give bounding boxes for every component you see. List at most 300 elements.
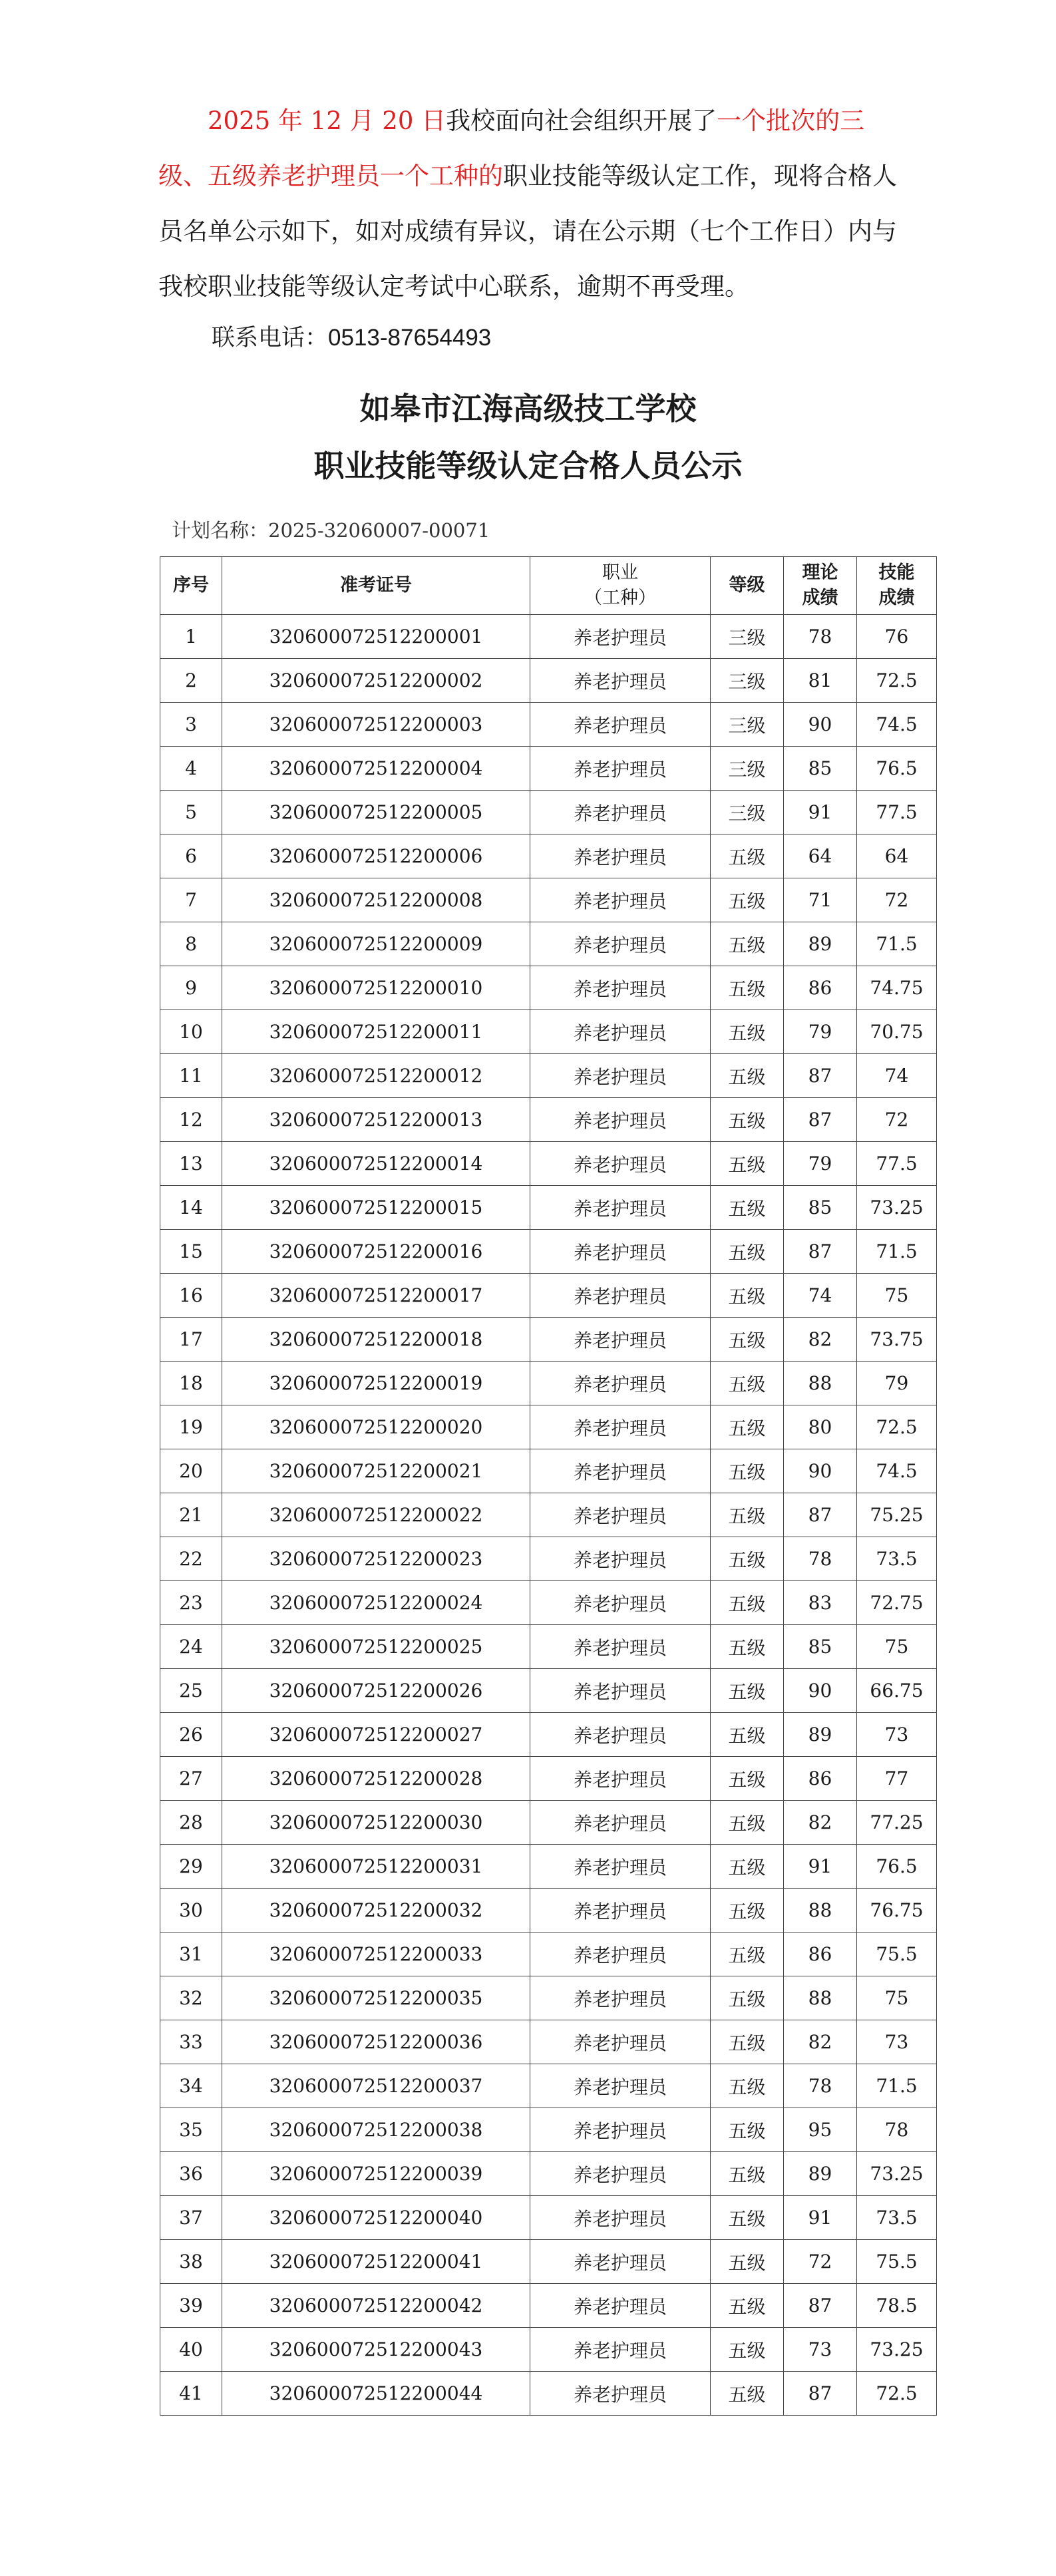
cell-level: 五级	[711, 2372, 784, 2416]
cell-job: 养老护理员	[530, 1449, 711, 1493]
cell-skill: 75	[857, 1625, 937, 1669]
cell-ticket: 320600072512200033	[222, 1932, 530, 1976]
cell-ticket: 320600072512200015	[222, 1186, 530, 1230]
school-title: 如皋市江海高级技工学校	[359, 391, 697, 427]
table-row	[160, 1889, 937, 1932]
cell-theory: 90	[784, 1669, 857, 1713]
cell-theory: 87	[784, 1054, 857, 1098]
table-row	[160, 2152, 937, 2196]
cell-job: 养老护理员	[530, 1010, 711, 1054]
cell-ticket: 320600072512200038	[222, 2108, 530, 2152]
cell-theory: 89	[784, 922, 857, 966]
cell-ticket: 320600072512200035	[222, 1976, 530, 2020]
notice-title: 职业技能等级认定合格人员公示	[313, 448, 743, 484]
cell-skill: 73.25	[857, 2328, 937, 2372]
cell-skill: 77.25	[857, 1801, 937, 1845]
cell-level: 三级	[711, 791, 784, 834]
cell-theory: 79	[784, 1010, 857, 1054]
plan-name	[172, 516, 490, 543]
header-ticket: 准考证号	[222, 557, 530, 615]
cell-theory: 87	[784, 1098, 857, 1142]
table-row	[160, 2064, 937, 2108]
cell-seq: 21	[160, 1493, 222, 1537]
cell-skill: 73.25	[857, 2152, 937, 2196]
cell-seq: 38	[160, 2240, 222, 2284]
cell-theory: 74	[784, 1274, 857, 1318]
cell-ticket: 320600072512200005	[222, 791, 530, 834]
cell-skill: 77.5	[857, 791, 937, 834]
cell-skill: 71.5	[857, 1230, 937, 1274]
cell-ticket: 320600072512200043	[222, 2328, 530, 2372]
cell-skill: 75	[857, 1274, 937, 1318]
table-row	[160, 1318, 937, 1362]
table-row	[160, 1976, 937, 2020]
cell-theory: 88	[784, 1362, 857, 1405]
table-row	[160, 922, 937, 966]
cell-level: 三级	[711, 747, 784, 791]
cell-theory: 82	[784, 2020, 857, 2064]
cell-job: 养老护理员	[530, 791, 711, 834]
cell-skill: 79	[857, 1362, 937, 1405]
cell-level: 五级	[711, 2196, 784, 2240]
cell-level: 五级	[711, 1142, 784, 1186]
cell-ticket: 320600072512200025	[222, 1625, 530, 1669]
cell-ticket: 320600072512200009	[222, 922, 530, 966]
cell-skill: 78	[857, 2108, 937, 2152]
table-row	[160, 1757, 937, 1801]
cell-seq: 23	[160, 1581, 222, 1625]
cell-seq: 25	[160, 1669, 222, 1713]
cell-seq: 17	[160, 1318, 222, 1362]
cell-job: 养老护理员	[530, 1889, 711, 1932]
cell-ticket: 320600072512200016	[222, 1230, 530, 1274]
cell-theory: 78	[784, 1537, 857, 1581]
cell-skill: 77.5	[857, 1142, 937, 1186]
cell-seq: 29	[160, 1845, 222, 1889]
cell-job: 养老护理员	[530, 1186, 711, 1230]
cell-ticket: 320600072512200014	[222, 1142, 530, 1186]
table-row	[160, 1362, 937, 1405]
notice-text-1: 我校面向社会组织开展了	[446, 106, 717, 135]
cell-theory: 72	[784, 2240, 857, 2284]
cell-level: 五级	[711, 2020, 784, 2064]
cell-ticket: 320600072512200030	[222, 1801, 530, 1845]
cell-skill: 73.5	[857, 2196, 937, 2240]
table-row	[160, 2240, 937, 2284]
table-row	[160, 1581, 937, 1625]
cell-level: 五级	[711, 2064, 784, 2108]
cell-seq: 40	[160, 2328, 222, 2372]
cell-job: 养老护理员	[530, 834, 711, 878]
cell-seq: 4	[160, 747, 222, 791]
cell-seq: 22	[160, 1537, 222, 1581]
cell-theory: 87	[784, 1493, 857, 1537]
cell-level: 五级	[711, 966, 784, 1010]
cell-level: 三级	[711, 615, 784, 659]
cell-theory: 82	[784, 1318, 857, 1362]
contact-phone	[212, 319, 491, 353]
cell-seq: 9	[160, 966, 222, 1010]
cell-ticket: 320600072512200032	[222, 1889, 530, 1932]
cell-level: 五级	[711, 834, 784, 878]
cell-seq: 13	[160, 1142, 222, 1186]
cell-skill: 72	[857, 878, 937, 922]
cell-ticket: 320600072512200019	[222, 1362, 530, 1405]
cell-seq: 7	[160, 878, 222, 922]
cell-skill: 70.75	[857, 1010, 937, 1054]
cell-theory: 85	[784, 1186, 857, 1230]
cell-ticket: 320600072512200024	[222, 1581, 530, 1625]
cell-job: 养老护理员	[530, 659, 711, 703]
cell-level: 五级	[711, 1845, 784, 1889]
cell-ticket: 320600072512200044	[222, 2372, 530, 2416]
cell-seq: 41	[160, 2372, 222, 2416]
cell-ticket: 320600072512200039	[222, 2152, 530, 2196]
cell-theory: 87	[784, 2372, 857, 2416]
cell-theory: 87	[784, 1230, 857, 1274]
table-row	[160, 878, 937, 922]
cell-theory: 86	[784, 1757, 857, 1801]
cell-skill: 73.5	[857, 1537, 937, 1581]
cell-seq: 24	[160, 1625, 222, 1669]
cell-job: 养老护理员	[530, 1976, 711, 2020]
cell-theory: 81	[784, 659, 857, 703]
cell-seq: 10	[160, 1010, 222, 1054]
cell-job: 养老护理员	[530, 1932, 711, 1976]
cell-skill: 74.75	[857, 966, 937, 1010]
cell-level: 五级	[711, 1010, 784, 1054]
cell-ticket: 320600072512200042	[222, 2284, 530, 2328]
cell-seq: 30	[160, 1889, 222, 1932]
cell-skill: 77	[857, 1757, 937, 1801]
notice-paragraph	[158, 93, 910, 314]
cell-job: 养老护理员	[530, 966, 711, 1010]
cell-level: 五级	[711, 922, 784, 966]
table-row	[160, 1537, 937, 1581]
cell-level: 五级	[711, 1405, 784, 1449]
cell-level: 五级	[711, 1274, 784, 1318]
cell-seq: 27	[160, 1757, 222, 1801]
cell-ticket: 320600072512200013	[222, 1098, 530, 1142]
cell-level: 五级	[711, 2284, 784, 2328]
cell-level: 五级	[711, 1625, 784, 1669]
cell-skill: 75	[857, 1976, 937, 2020]
cell-job: 养老护理员	[530, 1098, 711, 1142]
table-row	[160, 1801, 937, 1845]
table-row	[160, 1010, 937, 1054]
cell-job: 养老护理员	[530, 2284, 711, 2328]
cell-job: 养老护理员	[530, 2064, 711, 2108]
cell-theory: 71	[784, 878, 857, 922]
cell-skill: 64	[857, 834, 937, 878]
cell-seq: 3	[160, 703, 222, 747]
cell-seq: 6	[160, 834, 222, 878]
header-skill-line1: 技能	[878, 562, 915, 583]
cell-ticket: 320600072512200041	[222, 2240, 530, 2284]
cell-level: 五级	[711, 1362, 784, 1405]
cell-skill: 73	[857, 2020, 937, 2064]
cell-theory: 73	[784, 2328, 857, 2372]
cell-job: 养老护理员	[530, 2108, 711, 2152]
table-header-row	[160, 557, 937, 615]
notice-text-2: 职业技能等级认定工作，现将合格人员名单公示如下，如对成绩有异议，请在公示期（七个工作日）内与我校职业技能等级认定考试中心联系，逾期不再受理。	[158, 162, 897, 301]
cell-job: 养老护理员	[530, 1757, 711, 1801]
table-row	[160, 2020, 937, 2064]
cell-seq: 32	[160, 1976, 222, 2020]
table-row	[160, 1274, 937, 1318]
cell-skill: 78.5	[857, 2284, 937, 2328]
cell-level: 五级	[711, 1449, 784, 1493]
cell-skill: 76	[857, 615, 937, 659]
cell-level: 五级	[711, 1537, 784, 1581]
cell-job: 养老护理员	[530, 2240, 711, 2284]
cell-level: 五级	[711, 1318, 784, 1362]
cell-seq: 14	[160, 1186, 222, 1230]
cell-theory: 88	[784, 1889, 857, 1932]
cell-theory: 90	[784, 1449, 857, 1493]
cell-ticket: 320600072512200028	[222, 1757, 530, 1801]
cell-level: 五级	[711, 1186, 784, 1230]
table-row	[160, 747, 937, 791]
cell-seq: 35	[160, 2108, 222, 2152]
table-row	[160, 2372, 937, 2416]
phone-number: 0513-87654493	[328, 325, 492, 351]
cell-level: 五级	[711, 1889, 784, 1932]
table-row	[160, 1625, 937, 1669]
cell-job: 养老护理员	[530, 1493, 711, 1537]
cell-ticket: 320600072512200020	[222, 1405, 530, 1449]
notice-batch: 一个批次的三级、五级养老护理员一个工种的	[158, 106, 865, 190]
cell-theory: 95	[784, 2108, 857, 2152]
header-skill-line2: 成绩	[878, 588, 915, 608]
table-row	[160, 1054, 937, 1098]
header-theory	[784, 557, 857, 615]
cell-job: 养老护理员	[530, 2020, 711, 2064]
cell-ticket: 320600072512200026	[222, 1669, 530, 1713]
cell-theory: 87	[784, 2284, 857, 2328]
cell-seq: 34	[160, 2064, 222, 2108]
cell-job: 养老护理员	[530, 1142, 711, 1186]
cell-job: 养老护理员	[530, 747, 711, 791]
cell-level: 五级	[711, 1230, 784, 1274]
cell-job: 养老护理员	[530, 1405, 711, 1449]
cell-theory: 91	[784, 791, 857, 834]
cell-seq: 28	[160, 1801, 222, 1845]
cell-ticket: 320600072512200018	[222, 1318, 530, 1362]
cell-theory: 89	[784, 2152, 857, 2196]
cell-ticket: 320600072512200040	[222, 2196, 530, 2240]
cell-skill: 71.5	[857, 922, 937, 966]
cell-theory: 88	[784, 1976, 857, 2020]
cell-job: 养老护理员	[530, 1230, 711, 1274]
cell-level: 五级	[711, 1932, 784, 1976]
cell-job: 养老护理员	[530, 1274, 711, 1318]
table-row	[160, 2196, 937, 2240]
cell-theory: 82	[784, 1801, 857, 1845]
cell-level: 五级	[711, 1098, 784, 1142]
cell-theory: 86	[784, 1932, 857, 1976]
table-row	[160, 1230, 937, 1274]
cell-skill: 74.5	[857, 1449, 937, 1493]
cell-theory: 91	[784, 1845, 857, 1889]
table-row	[160, 659, 937, 703]
cell-ticket: 320600072512200027	[222, 1713, 530, 1757]
cell-seq: 37	[160, 2196, 222, 2240]
cell-skill: 73	[857, 1713, 937, 1757]
cell-seq: 39	[160, 2284, 222, 2328]
cell-level: 五级	[711, 2152, 784, 2196]
cell-job: 养老护理员	[530, 1581, 711, 1625]
table-row	[160, 834, 937, 878]
cell-skill: 71.5	[857, 2064, 937, 2108]
cell-skill: 75.5	[857, 1932, 937, 1976]
table-row	[160, 1845, 937, 1889]
cell-job: 养老护理员	[530, 1801, 711, 1845]
cell-theory: 90	[784, 703, 857, 747]
cell-ticket: 320600072512200021	[222, 1449, 530, 1493]
cell-ticket: 320600072512200002	[222, 659, 530, 703]
cell-skill: 73.75	[857, 1318, 937, 1362]
cell-skill: 74.5	[857, 703, 937, 747]
cell-skill: 72.5	[857, 1405, 937, 1449]
header-skill	[857, 557, 937, 615]
cell-seq: 8	[160, 922, 222, 966]
cell-ticket: 320600072512200031	[222, 1845, 530, 1889]
cell-ticket: 320600072512200010	[222, 966, 530, 1010]
header-job-line1: 职业	[602, 562, 638, 583]
cell-ticket: 320600072512200037	[222, 2064, 530, 2108]
cell-seq: 11	[160, 1054, 222, 1098]
cell-ticket: 320600072512200011	[222, 1010, 530, 1054]
cell-job: 养老护理员	[530, 1669, 711, 1713]
cell-level: 五级	[711, 1976, 784, 2020]
table-row	[160, 1405, 937, 1449]
cell-job: 养老护理员	[530, 2152, 711, 2196]
cell-job: 养老护理员	[530, 1054, 711, 1098]
cell-seq: 12	[160, 1098, 222, 1142]
cell-ticket: 320600072512200008	[222, 878, 530, 922]
cell-skill: 76.5	[857, 1845, 937, 1889]
cell-job: 养老护理员	[530, 2196, 711, 2240]
cell-seq: 20	[160, 1449, 222, 1493]
cell-job: 养老护理员	[530, 703, 711, 747]
table-row	[160, 2108, 937, 2152]
table-row	[160, 2328, 937, 2372]
cell-skill: 75.25	[857, 1493, 937, 1537]
cell-skill: 73.25	[857, 1186, 937, 1230]
cell-seq: 19	[160, 1405, 222, 1449]
header-job	[530, 557, 711, 615]
cell-level: 五级	[711, 1054, 784, 1098]
cell-skill: 74	[857, 1054, 937, 1098]
table-row	[160, 1142, 937, 1186]
cell-theory: 78	[784, 2064, 857, 2108]
cell-seq: 26	[160, 1713, 222, 1757]
cell-level: 五级	[711, 1713, 784, 1757]
cell-job: 养老护理员	[530, 1537, 711, 1581]
results-table	[160, 556, 937, 2416]
table-row	[160, 2284, 937, 2328]
cell-level: 五级	[711, 878, 784, 922]
cell-level: 三级	[711, 659, 784, 703]
cell-job: 养老护理员	[530, 1625, 711, 1669]
phone-label: 联系电话：	[212, 325, 329, 351]
cell-ticket: 320600072512200003	[222, 703, 530, 747]
header-theory-line1: 理论	[802, 562, 838, 583]
cell-theory: 85	[784, 1625, 857, 1669]
plan-label: 计划名称：	[172, 519, 269, 542]
cell-level: 五级	[711, 1581, 784, 1625]
table-row	[160, 1713, 937, 1757]
cell-level: 五级	[711, 1757, 784, 1801]
header-theory-line2: 成绩	[802, 588, 838, 608]
cell-theory: 80	[784, 1405, 857, 1449]
cell-theory: 86	[784, 966, 857, 1010]
cell-seq: 1	[160, 615, 222, 659]
cell-seq: 5	[160, 791, 222, 834]
table-row	[160, 966, 937, 1010]
cell-theory: 89	[784, 1713, 857, 1757]
cell-job: 养老护理员	[530, 1318, 711, 1362]
cell-theory: 78	[784, 615, 857, 659]
cell-skill: 76.5	[857, 747, 937, 791]
cell-level: 五级	[711, 1801, 784, 1845]
cell-job: 养老护理员	[530, 1362, 711, 1405]
cell-skill: 66.75	[857, 1669, 937, 1713]
cell-ticket: 320600072512200012	[222, 1054, 530, 1098]
table-row	[160, 791, 937, 834]
cell-skill: 75.5	[857, 2240, 937, 2284]
cell-seq: 36	[160, 2152, 222, 2196]
cell-theory: 79	[784, 1142, 857, 1186]
cell-job: 养老护理员	[530, 1845, 711, 1889]
header-seq: 序号	[160, 557, 222, 615]
cell-job: 养老护理员	[530, 922, 711, 966]
table-row	[160, 1098, 937, 1142]
cell-theory: 64	[784, 834, 857, 878]
cell-job: 养老护理员	[530, 1713, 711, 1757]
table-row	[160, 1669, 937, 1713]
header-job-line2: （工种）	[584, 588, 656, 608]
plan-code: 2025-32060007-00071	[268, 519, 490, 542]
cell-seq: 31	[160, 1932, 222, 1976]
cell-skill: 72	[857, 1098, 937, 1142]
table-row	[160, 1493, 937, 1537]
cell-skill: 72.75	[857, 1581, 937, 1625]
cell-skill: 76.75	[857, 1889, 937, 1932]
cell-job: 养老护理员	[530, 615, 711, 659]
notice-date: 2025 年 12 月 20 日	[208, 106, 446, 135]
cell-theory: 91	[784, 2196, 857, 2240]
table-row	[160, 703, 937, 747]
cell-seq: 2	[160, 659, 222, 703]
cell-level: 五级	[711, 2108, 784, 2152]
table-row	[160, 615, 937, 659]
cell-seq: 16	[160, 1274, 222, 1318]
cell-ticket: 320600072512200023	[222, 1537, 530, 1581]
cell-seq: 33	[160, 2020, 222, 2064]
cell-ticket: 320600072512200006	[222, 834, 530, 878]
cell-skill: 72.5	[857, 2372, 937, 2416]
cell-job: 养老护理员	[530, 2372, 711, 2416]
table-row	[160, 1932, 937, 1976]
cell-ticket: 320600072512200022	[222, 1493, 530, 1537]
cell-ticket: 320600072512200004	[222, 747, 530, 791]
table-row	[160, 1186, 937, 1230]
cell-ticket: 320600072512200017	[222, 1274, 530, 1318]
cell-skill: 72.5	[857, 659, 937, 703]
cell-job: 养老护理员	[530, 878, 711, 922]
